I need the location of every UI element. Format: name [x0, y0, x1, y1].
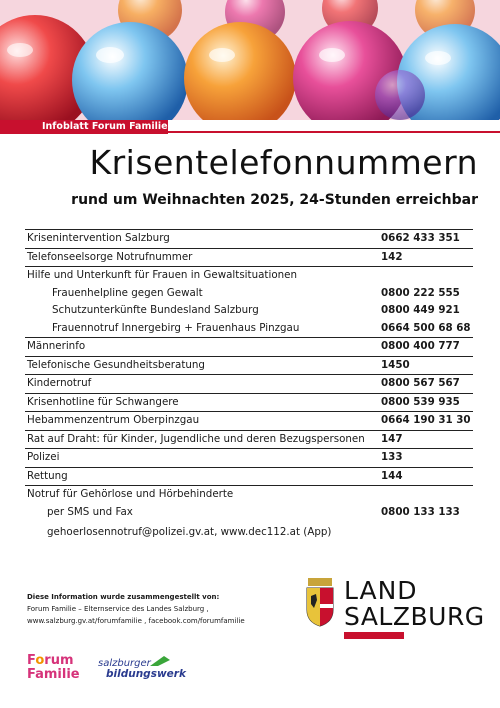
hotline-table: [25, 229, 473, 542]
table-row: [25, 411, 473, 430]
entry-number: 147: [381, 432, 403, 445]
infoblatt-tag: Infoblatt Forum Familie: [0, 120, 168, 134]
table-row: [25, 393, 473, 412]
entry-label: Krisenintervention Salzburg: [27, 232, 170, 244]
entry-label: Notruf für Gehörlose und Hörbehinderte: [27, 488, 234, 500]
entry-number: 0800 567 567: [381, 377, 460, 389]
entry-number: 0800 133 133: [381, 505, 460, 518]
entry-label: Männerinfo: [27, 340, 86, 352]
table-row: [25, 448, 473, 467]
salzburg-crest-icon: [304, 578, 336, 628]
table-row: [25, 504, 473, 522]
table-row: [25, 524, 473, 542]
entry-label: Polizei: [27, 451, 60, 463]
entry-label: Frauenhelpline gegen Gewalt: [52, 286, 203, 299]
table-row: [25, 356, 473, 375]
entry-contact-link[interactable]: gehoerlosennotruf@polizei.gv.at, www.dec112.at (App): [47, 526, 332, 538]
table-row: [25, 485, 473, 504]
entry-label: Hilfe und Unterkunft für Frauen in Gewaltsituationen: [27, 269, 298, 281]
entry-number: 142: [381, 250, 403, 263]
table-row: [25, 467, 473, 486]
entry-number: 1450: [381, 358, 410, 371]
entry-label: Kindernotruf: [27, 377, 92, 389]
land-logo-bar: [344, 632, 404, 639]
entry-number: 0662 433 351: [381, 232, 460, 244]
info-line-2[interactable]: www.salzburg.gv.at/forumfamilie , facebook.com/forumfamilie: [27, 617, 245, 625]
entry-label: Telefonische Gesundheitsberatung: [27, 358, 205, 371]
entry-label: per SMS und Fax: [47, 505, 133, 518]
info-heading: Diese Information wurde zusammengestellt von:: [27, 593, 220, 601]
table-row: [25, 337, 473, 356]
table-row: [25, 320, 473, 338]
land-logo-line-2: SALZBURG: [344, 602, 485, 631]
forum-logo-o: o: [35, 653, 45, 668]
table-row: [25, 374, 473, 393]
entry-number: 133: [381, 451, 403, 463]
table-row: [25, 266, 473, 285]
table-row: [25, 302, 473, 320]
table-row: [25, 248, 473, 267]
page-title: Krisentelefonnummern: [89, 143, 478, 182]
info-line-1: Forum Familie – Elternservice des Landes Salzburg ,: [27, 605, 209, 613]
bildungswerk-logo-line-1: salzburger: [98, 658, 151, 669]
page-subtitle: rund um Weihnachten 2025, 24-Stunden erreichbar: [71, 192, 478, 208]
entry-label: Frauennotruf Innergebirg + Frauenhaus Pinzgau: [52, 321, 300, 334]
entry-label: Schutzunterkünfte Bundesland Salzburg: [52, 304, 259, 316]
forum-familie-logo: [27, 654, 80, 682]
entry-number: 144: [381, 469, 403, 482]
land-logo-line-1: LAND: [344, 576, 418, 605]
table-row: [25, 285, 473, 303]
table-row: [25, 430, 473, 449]
entry-number: 0800 400 777: [381, 340, 460, 352]
forum-logo-line-2: Familie: [27, 667, 80, 682]
entry-number: 0800 222 555: [381, 286, 460, 299]
entry-label: Telefonseelsorge Notrufnummer: [27, 250, 193, 263]
entry-number: 0664 500 68 68: [381, 321, 471, 334]
divider-line: [168, 131, 500, 133]
entry-number: 0800 449 921: [381, 304, 460, 316]
entry-number: 0664 190 31 30: [381, 414, 471, 426]
forum-logo-f: F: [27, 653, 36, 668]
entry-label: Rat auf Draht: für Kinder, Jugendliche und deren Bezugspersonen: [27, 432, 365, 445]
entry-label: Krisenhotline für Schwangere: [27, 395, 179, 408]
bildungswerk-logo-line-2: bildungswerk: [106, 668, 186, 680]
hero-image: [0, 0, 500, 120]
entry-label: Hebammenzentrum Oberpinzgau: [27, 414, 200, 426]
entry-number: 0800 539 935: [381, 395, 460, 408]
table-row: [25, 229, 473, 248]
forum-logo-rest: rum: [44, 653, 74, 668]
entry-label: Rettung: [27, 469, 68, 482]
